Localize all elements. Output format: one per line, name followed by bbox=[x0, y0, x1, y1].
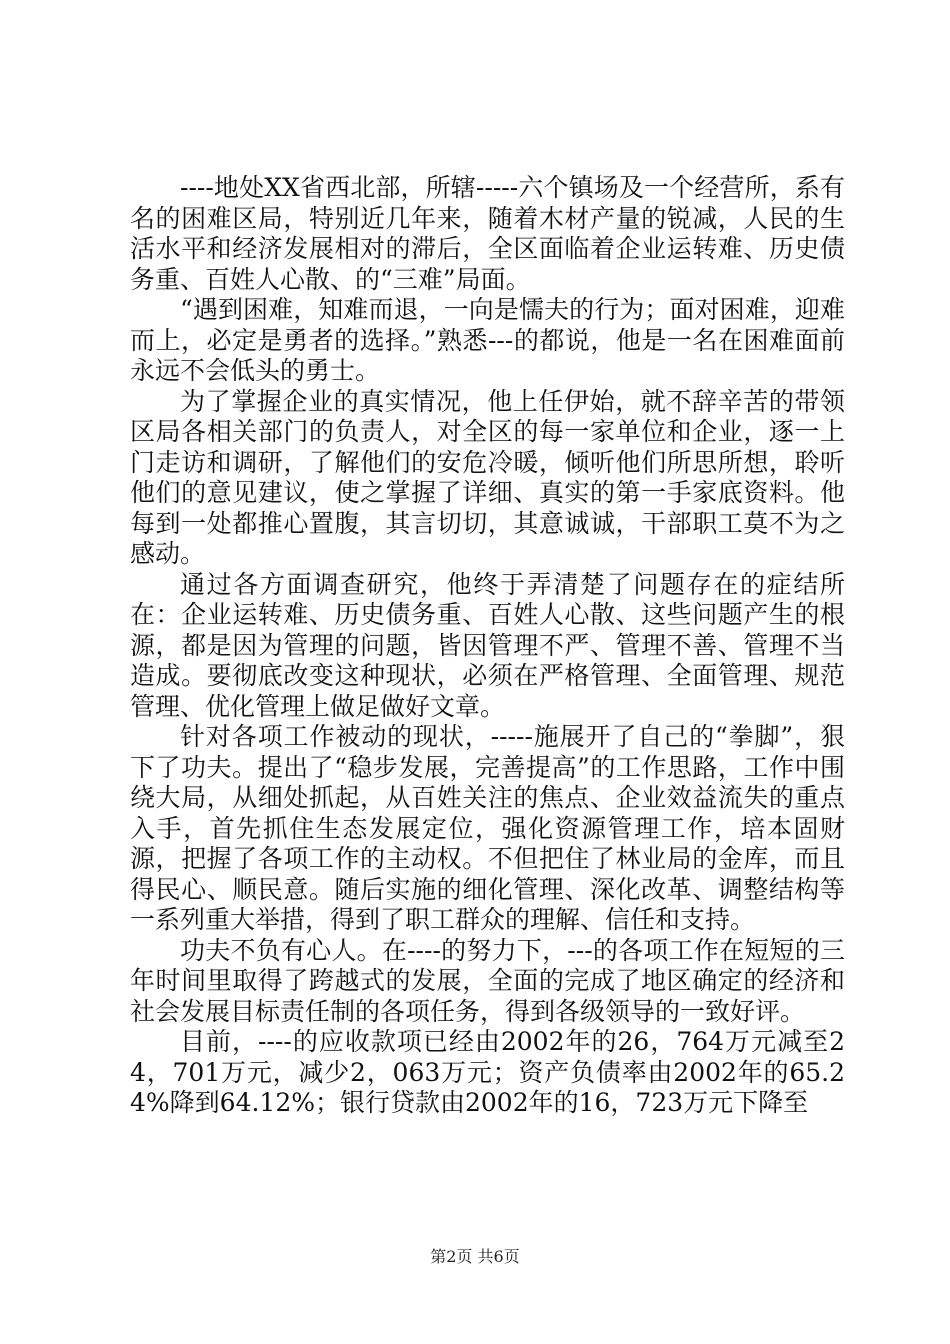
paragraph: 目前，----的应收款项已经由2002年的26，764万元减至24，701万元，减少2，063万元；资产负债率由2002年的65.24%降到64.12%；银行贷款由2002年的16，723万元下降至 bbox=[130, 1027, 845, 1117]
paragraph: 通过各方面调查研究，他终于弄清楚了问题存在的症结所在：企业运转难、历史债务重、百姓人心散、这些问题产生的根源，都是因为管理的问题，皆因管理不严、管理不善、管理不当造成。要彻底改变这种现状，必须在严格管理、全面管理、规范管理、优化管理上做足做好文章。 bbox=[130, 569, 845, 721]
paragraph: 针对各项工作被动的现状，-----施展开了自己的“拳脚”，狠下了功夫。提出了“稳步发展，完善提高”的工作思路，工作中围绕大局，从细处抓起，从百姓关注的焦点、企业效益流失的重点入手，首先抓住生态发展定位，强化资源管理工作，培本固财源，把握了各项工作的主动权。不但把住了林业局的金库，而且得民心、顺民意。随后实施的细化管理、深化改革、调整结构等一系列重大举措，得到了职工群众的理解、信任和支持。 bbox=[130, 722, 845, 934]
page-number-footer: 第2页 共6页 bbox=[430, 1247, 520, 1266]
paragraph: 功夫不负有心人。在----的努力下，---的各项工作在短短的三年时间里取得了跨越式的发展，全面的完成了地区确定的经济和社会发展目标责任制的各项任务，得到各级领导的一致好评。 bbox=[130, 935, 845, 1026]
paragraph: ----地处XX省西北部，所辖-----六个镇场及一个经营所，系有名的困难区局，特别近几年来，随着木材产量的锐减，人民的生活水平和经济发展相对的滞后，全区面临着企业运转难、历史债务重、百姓人心散、的“三难”局面。 bbox=[130, 173, 845, 294]
document-body bbox=[130, 173, 845, 1119]
paragraph: 为了掌握企业的真实情况，他上任伊始，就不辞辛苦的带领区局各相关部门的负责人，对全区的每一家单位和企业，逐一上门走访和调研，了解他们的安危冷暖，倾听他们所思所想，聆听他们的意见建议，使之掌握了详细、真实的第一手家底资料。他每到一处都推心置腹，其言切切，其意诚诚，干部职工莫不为之感动。 bbox=[130, 386, 845, 568]
paragraph: “遇到困难，知难而退，一向是懦夫的行为；面对困难，迎难而上，必定是勇者的选择。”熟悉---的都说，他是一名在困难面前永远不会低头的勇士。 bbox=[130, 295, 846, 385]
